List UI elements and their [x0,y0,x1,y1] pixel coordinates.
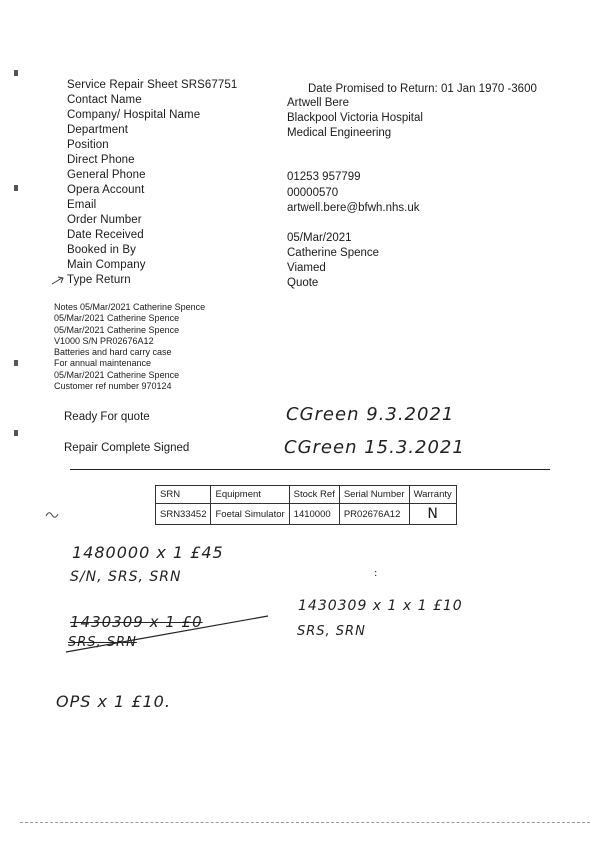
table-cell: SRN33452 [156,504,211,525]
complete-signature: CGreen 15.3.2021 [284,437,465,458]
scribble-mark-icon [44,508,60,522]
field-label: Opera Account [67,184,145,196]
field-label: Main Company [67,259,146,271]
opera-account-value: 00000570 [287,187,339,199]
field-label: Booked in By [67,244,136,256]
date-promised: Date Promised to Return: 01 Jan 1970 -3600 [308,83,537,95]
margin-mark [14,360,18,366]
table-cell: N [409,504,456,525]
field-label: Type Return [67,274,131,286]
margin-mark [14,70,18,76]
table-header-row [156,486,457,504]
table-header: Stock Ref [289,486,339,504]
ready-signature: CGreen 9.3.2021 [286,404,455,425]
field-label: General Phone [67,169,146,181]
table-row [156,504,457,525]
note-line: 05/Mar/2021 Catherine Spence [54,369,180,380]
date-received-value: 05/Mar/2021 [287,232,352,244]
email-value: artwell.bere@bfwh.nhs.uk [287,202,420,214]
booked-in-by-value: Catherine Spence [287,247,380,259]
note-line: Notes 05/Mar/2021 Catherine Spence [54,302,206,312]
table-cell: 1410000 [289,504,339,525]
field-label: Email [67,199,97,211]
margin-mark [14,430,18,436]
arrow-scribble-icon [50,274,68,288]
field-label: Contact Name [67,94,142,106]
department-value: Medical Engineering [287,127,392,139]
note-line: For annual maintenance [54,358,152,369]
handwritten-line: 1480000 x 1 £45 [72,543,224,562]
margin-mark [14,185,18,191]
field-label: Department [67,124,129,136]
strike-through-mark [62,608,272,658]
notes-block [54,302,205,392]
note-line: Batteries and hard carry case [54,347,172,358]
note-line: V1000 S/N PR02676A12 [54,335,154,346]
footer-scan-line [20,822,590,824]
contact-name-value: Artwell Bere [287,97,349,109]
table-header: SRN [156,486,211,504]
note-line: 05/Mar/2021 Catherine Spence [54,313,180,324]
handwritten-line: SRS, SRN [297,624,366,639]
field-label: Date Received [67,229,144,241]
general-phone-value: 01253 957799 [287,171,361,183]
note-line: Customer ref number 970124 [54,381,172,392]
sheet-title: Service Repair Sheet SRS67751 [67,79,238,91]
handwritten-line: 1430309 x 1 x 1 £10 [298,598,463,614]
hospital-name-value: Blackpool Victoria Hospital [287,112,423,124]
divider-line [70,469,550,470]
srn-table [155,485,457,525]
table-cell: PR02676A12 [339,504,409,525]
dot-mark: : [374,568,379,579]
handwritten-line: S/N, SRS, SRN [70,569,182,585]
type-return-value: Quote [287,277,319,289]
handwritten-struck-line: 1430309 x 1 £0 [70,613,203,631]
main-company-value: Viamed [287,262,326,274]
note-line: 05/Mar/2021 Catherine Spence [54,324,180,335]
table-header: Warranty [409,486,456,504]
ready-for-quote-label: Ready For quote [64,411,150,423]
handwritten-line: OPS x 1 £10. [56,692,171,711]
table-header: Serial Number [339,486,409,504]
field-label: Direct Phone [67,154,135,166]
field-label: Company/ Hospital Name [67,109,201,121]
field-label: Order Number [67,214,142,226]
handwritten-struck-line: SRS, SRN [68,635,137,650]
repair-complete-label: Repair Complete Signed [64,442,190,454]
table-header: Equipment [211,486,289,504]
table-cell: Foetal Simulator [211,504,289,525]
field-label: Position [67,139,109,151]
